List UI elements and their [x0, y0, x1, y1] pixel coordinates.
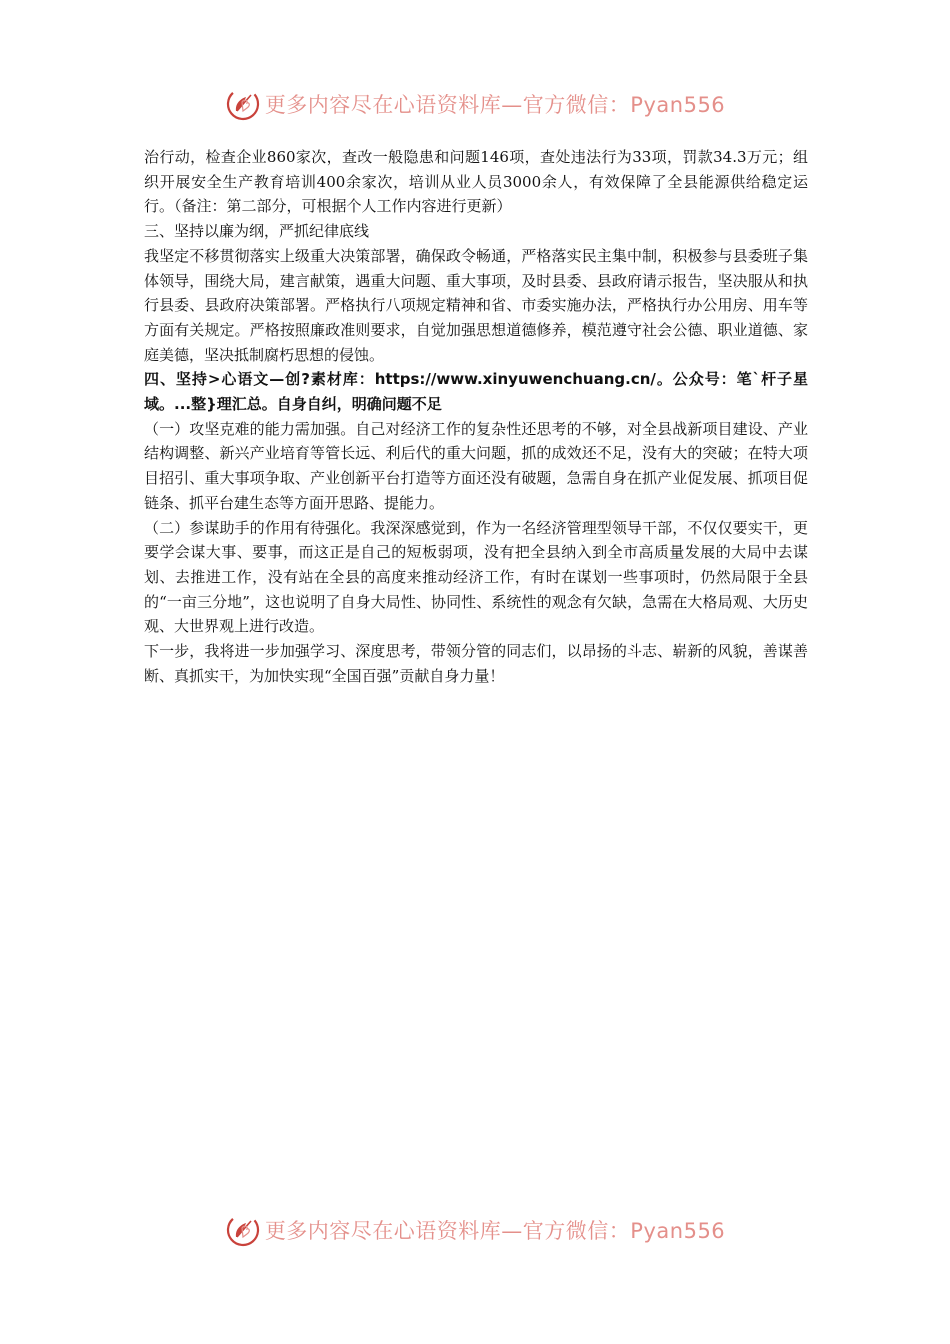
document-body [144, 145, 808, 688]
paragraph-discipline: 我坚定不移贯彻落实上级重大决策部署，确保政令畅通，严格落实民主集中制，积极参与县委班子集体领导，围绕大局，建言献策，遇重大问题、重大事项，及时县委、县政府请示报告，坚决服从和执行县委、县政府决策部署。严格执行八项规定精神和省、市委实施办法，严格执行办公用房、用车等方面有关规定。严格按照廉政准则要求，自觉加强思想道德修养，模范遵守社会公德、职业道德、家庭美德，坚决抵制腐朽思想的侵蚀。 [144, 246, 808, 364]
paragraph-problem-one: （一）攻坚克难的能力需加强。自己对经济工作的复杂性还思考的不够，对全县战新项目建设、产业结构调整、新兴产业培育等管长远、利后代的重大问题，抓的成效还不足，没有大的突破；在特大项目招引、重大事项争取、产业创新平台打造等方面还没有破题，急需自身在抓产业促发展、抓项目促链条、抓平台建生态等方面开思路、提能力。 [144, 419, 808, 512]
section-heading-discipline: 三、坚持以廉为纲，严抓纪律底线 [144, 222, 370, 241]
footer-banner [0, 1208, 950, 1252]
pen-heart-logo-icon [225, 1212, 261, 1248]
paragraph-next-steps: 下一步，我将进一步加强学习、深度思考，带领分管的同志们，以昂扬的斗志、崭新的风貌，善谋善断、真抓实干，为加快实现“全国百强”贡献自身力量！ [144, 642, 808, 685]
paragraph-problem-two: （二）参谋助手的作用有待强化。我深深感觉到，作为一名经济管理型领导干部，不仅仅要实干，更要学会谋大事、要事，而这正是自己的短板弱项，没有把全县纳入到全市高质量发展的大局中去谋划、去推进工作，没有站在全县的高度来推动经济工作，有时在谋划一些事项时，仍然局限于全县的“一亩三分地”，这也说明了自身大局性、协同性、系统性的观念有欠缺，急需在大格局观、大历史观、大世界观上进行改造。 [144, 518, 808, 636]
pen-heart-logo-icon [225, 86, 261, 122]
banner-text: 更多内容尽在心语资料库—官方微信：Pyan556 [264, 93, 726, 117]
banner-text: 更多内容尽在心语资料库—官方微信：Pyan556 [264, 1219, 726, 1243]
paragraph-safety-results: 治行动，检查企业860家次，查改一般隐患和问题146项，查处违法行为33项，罚款34.3万元；组织开展安全生产教育培训400余家次，培训从业人员3000余人，有效保障了全县能源供给稳定运行。（备注：第二部分，可根据个人工作内容进行更新） [144, 148, 808, 216]
section-heading-self-check: 四、坚持>心语文—创?素材库：https://www.xinyuwenchuang.cn/。公众号：笔`杆子星域。...整}理汇总。自身自纠，明确问题不足 [144, 370, 808, 414]
header-banner [0, 82, 950, 126]
